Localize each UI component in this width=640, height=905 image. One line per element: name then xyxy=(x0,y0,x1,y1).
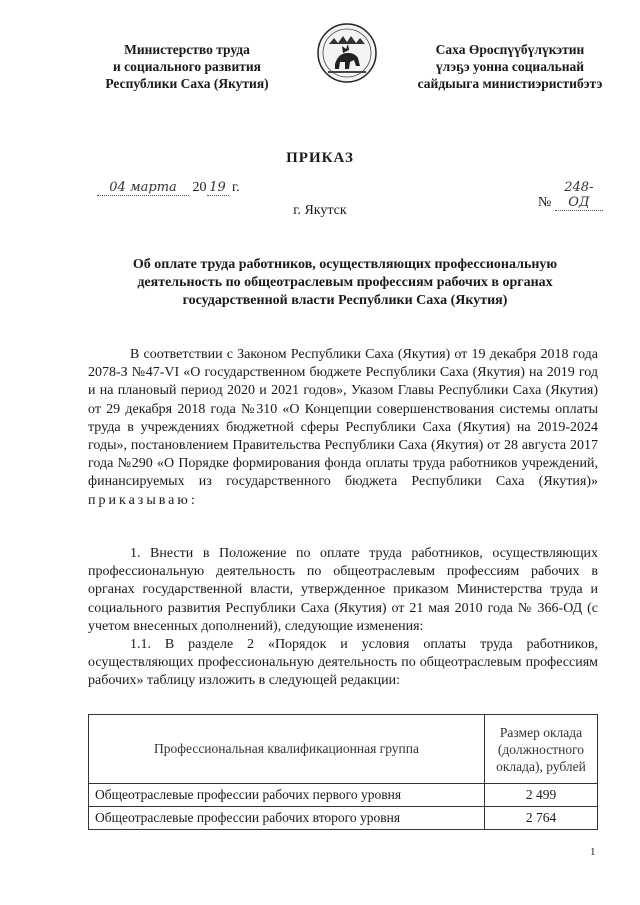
table-header-salary: Размер оклада (должностного оклада), рублей xyxy=(485,715,598,784)
date-prefix: 20 xyxy=(192,180,207,195)
date-day-month: 04 марта xyxy=(97,180,189,196)
order-verb: приказываю: xyxy=(88,492,198,508)
ministry-name-sakha: Саха Өроспүүбүлүкэтин үлэҕэ уонна социальнай сайдыыга министиэристибэтэ xyxy=(417,42,603,91)
salary-table xyxy=(88,714,598,830)
number-value: 248-ОД xyxy=(555,180,603,211)
city-name: г. Якутск xyxy=(293,203,347,218)
ministry-name-russian: Министерство труда и социального развития Республики Саха (Якутия) xyxy=(105,42,269,91)
order-date xyxy=(97,180,240,196)
table-row xyxy=(89,807,598,830)
number-prefix: № xyxy=(538,195,552,210)
table-cell-group: Общеотраслевые профессии рабочих второго уровня xyxy=(89,807,485,830)
order-subject: Об оплате труда работников, осуществляющих профессиональную деятельность по общеотраслевым профессиям рабочих в органах государственной власти Республики Саха (Якутия) xyxy=(132,257,558,308)
table-cell-salary: 2 499 xyxy=(485,784,598,807)
date-suffix: г. xyxy=(232,180,240,195)
document-title: ПРИКАЗ xyxy=(286,150,354,166)
date-year: 19 xyxy=(207,180,229,196)
table-cell-group: Общеотраслевые профессии рабочих первого уровня xyxy=(89,784,485,807)
clause-1-1-paragraph: 1.1. В разделе 2 «Порядок и условия оплаты труда работников, осуществляющих профессиональную деятельность по общеотраслевым профессиям рабочих» таблицу изложить в следующей редакции: xyxy=(88,637,598,689)
table-header-row xyxy=(89,715,598,784)
page-number: 1 xyxy=(590,846,596,858)
coat-of-arms-emblem xyxy=(316,22,378,84)
table-cell-salary: 2 764 xyxy=(485,807,598,830)
table-row xyxy=(89,784,598,807)
preamble-paragraph: В соответствии с Законом Республики Саха (Якутия) от 19 декабря 2018 года 2078-З №47-VI «О государственном бюджете Республики Саха (Якутия) на 2019 год и на плановый период 2020 и 2021 годов», Указом Главы Республики Саха (Якутия) от 29 декабря 2018 года №310 «О Концепции совершенствования системы оплаты труда в учреждениях бюджетной сферы Республики Саха (Якутия) на 2019-2024 годы», постановлением Правительства Республики Саха (Якутия) от 28 августа 2017 года №290 «О Порядке формирования фонда оплаты труда работников учреждений, финансируемых из государственного бюджета Республики Саха (Якутия)» приказываю: xyxy=(88,347,598,508)
clause-1-paragraph: 1. Внести в Положение по оплате труда работников, осуществляющих профессиональную деятельность по общеотраслевым профессиям рабочих в органах государственной власти, утвержденное приказом Министерства труда и социального развития Республики Саха (Якутия) от 21 мая 2010 года № 366-ОД (с учетом внесенных дополнений), следующие изменения: xyxy=(88,546,598,634)
table-header-group: Профессиональная квалификационная группа xyxy=(89,715,485,784)
